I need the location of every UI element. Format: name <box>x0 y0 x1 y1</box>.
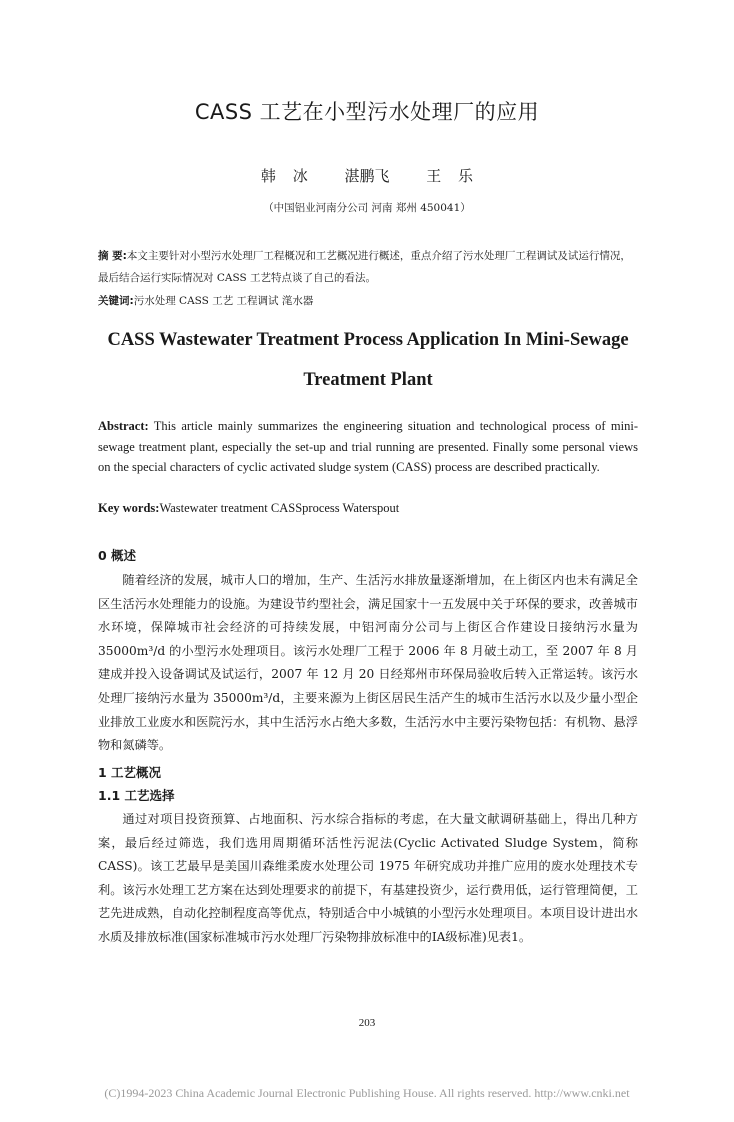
paper-title-cn: CASS 工艺在小型污水处理厂的应用 <box>194 100 540 124</box>
page-number: 203 <box>358 1017 376 1029</box>
section-heading-1: 1 工艺概况 <box>98 765 162 780</box>
author-list <box>0 165 734 186</box>
keywords-en-text: Wastewater treatment CASSprocess Waterspout <box>159 501 400 515</box>
keywords-cn <box>98 292 638 310</box>
author-3: 王 乐 <box>426 167 474 185</box>
paragraph-process-selection: 通过对项目投资预算、占地面积、污水综合指标的考虑，在大量文献调研基础上，得出几种方案，最后经过筛选，我们选用周期循环活性污泥法(Cyclic Activated Sludge System，简称CASS)。该工艺最早是美国川森维柔废水处理公司 1975 年研究成功并推广应用的废水处理技术专利。该污水处理工艺方案在达到处理要求的前提下，有基建投资少，运行费用低，运行管理简便，工艺先进成熟，自动化控制程度高等优点，特别适合中小城镇的小型污水处理项目。本项目设计进出水水质及排放标准(国家标准城市污水处理厂污染物排放标准中的IA级标准)见表1。 <box>98 812 638 944</box>
abstract-en-text: This article mainly summarizes the engineering situation and technological process of mini-sewage treatment plant, especially the set-up and trial running are presented. Finally some personal views on the special characters of cyclic activated sludge system (CASS) process are described practically. <box>98 419 638 474</box>
abstract-cn-text: 本文主要针对小型污水处理厂工程概况和工艺概况进行概述，重点介绍了污水处理厂工程调试及试运行情况，最后结合运行实际情况对 CASS 工艺特点谈了自己的看法。 <box>98 250 631 284</box>
author-2: 湛鹏飞 <box>344 167 390 185</box>
abstract-cn-label: 摘 要: <box>98 250 127 262</box>
abstract-en <box>98 416 638 478</box>
keywords-cn-text: 污水处理 CASS 工艺 工程调试 滗水器 <box>133 295 314 307</box>
paragraph-overview: 随着经济的发展，城市人口的增加，生产、生活污水排放量逐渐增加，在上街区内也未有满足全区生活污水处理能力的设施。为建设节约型社会，满足国家十一五发展中关于环保的要求，改善城市水环境，保障城市社会经济的可持续发展，中铝河南分公司与上街区合作建设日接纳污水量为 35000m³/d 的小型污水处理项目。该污水处理厂工程于 2006 年 8 月破土动工，至 2007 年 8 月建成并投入设备调试及试运行，2007 年 12 月 20 日经郑州市环保局验收后转入正常运转。该污水处理厂接纳污水量为 35000m³/d，主要来源为上街区居民生活产生的城市生活污水以及少量小型企业排放工业废水和医院污水，其中生活污水占绝大多数，生活污水中主要污染物包括：有机物、悬浮物和氮磷等。 <box>98 573 638 753</box>
section-heading-1-1: 1.1 工艺选择 <box>98 788 175 803</box>
keywords-en <box>98 498 638 518</box>
abstract-en-label: Abstract: <box>98 419 149 433</box>
copyright-footer: (C)1994-2023 China Academic Journal Electronic Publishing House. All rights reserved. http://www.cnki.net <box>104 1086 630 1100</box>
section-heading-0: 0 概述 <box>98 548 137 563</box>
abstract-cn <box>98 245 638 289</box>
author-1: 韩 冰 <box>260 167 308 185</box>
keywords-cn-label: 关键词: <box>98 295 134 307</box>
affiliation: （中国铝业河南分公司 河南 郑州 450041） <box>263 202 471 214</box>
keywords-en-label: Key words: <box>98 501 160 515</box>
paper-title-en: CASS Wastewater Treatment Process Application In Mini-Sewage Treatment Plant <box>107 330 629 390</box>
